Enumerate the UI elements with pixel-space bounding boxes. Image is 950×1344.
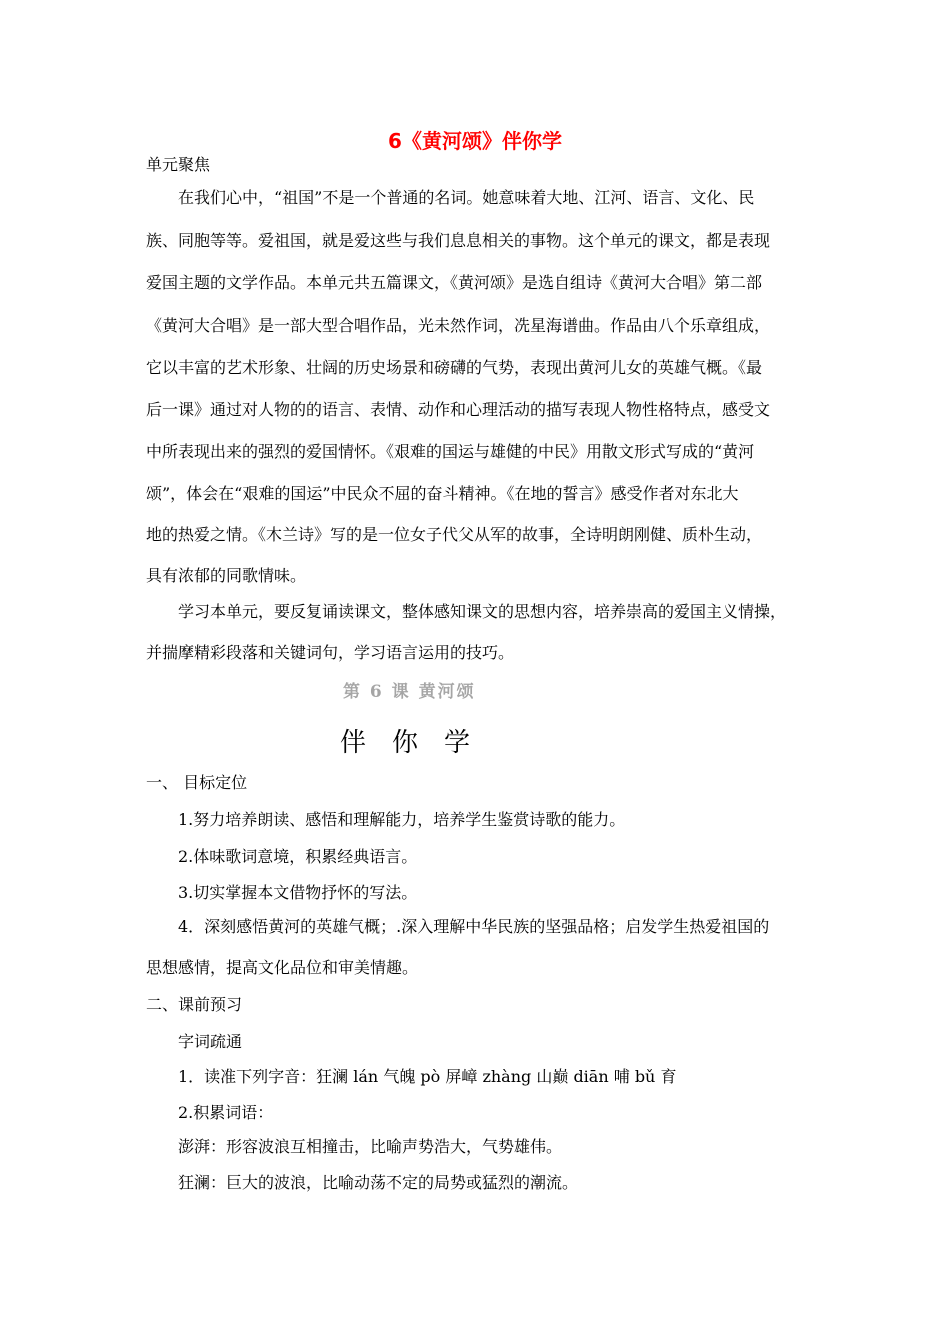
paragraph-line: 在我们心中，“祖国”不是一个普通的名词。她意味着大地、江河、语言、文化、民 xyxy=(178,188,755,207)
section-label: 二、课前预习 xyxy=(146,995,243,1014)
paragraph-line: 并揣摩精彩段落和关键词句，学习语言运用的技巧。 xyxy=(146,643,515,662)
section-label: 一、 目标定位 xyxy=(146,773,248,792)
subsection-label: 字词疏通 xyxy=(178,1032,243,1051)
section-heading: 伴你学 xyxy=(339,728,496,758)
paragraph-line: 爱国主题的文学作品。本单元共五篇课文，《黄河颂》是选自组诗《黄河大合唱》第二部 xyxy=(146,273,763,292)
paragraph-line: 中所表现出来的强烈的爱国情怀。《艰难的国运与雄健的中民》用散文形式写成的“黄河 xyxy=(146,442,755,461)
paragraph-line: 族、同胞等等。爱祖国，就是爱这些与我们息息相关的事物。这个单元的课文，都是表现 xyxy=(146,231,771,250)
list-item: 4．深刻感悟黄河的英雄气概；.深入理解中华民族的坚强品格；启发学生热爱祖国的 xyxy=(178,917,770,936)
list-item: 2.积累词语： xyxy=(178,1103,274,1122)
vocab-item: 澎湃：形容波浪互相撞击，比喻声势浩大，气势雄伟。 xyxy=(178,1137,563,1156)
list-item: 2.体味歌词意境，积累经典语言。 xyxy=(178,847,418,866)
paragraph-line: 《黄河大合唱》是一部大型合唱作品，光未然作词，冼星海谱曲。作品由八个乐章组成， xyxy=(146,316,771,335)
list-item-continuation: 思想感情，提高文化品位和审美情趣。 xyxy=(146,958,419,977)
vocab-item: 狂澜：巨大的波浪，比喻动荡不定的局势或猛烈的潮流。 xyxy=(178,1173,579,1192)
paragraph-line: 地的热爱之情。《木兰诗》写的是一位女子代父从军的故事，全诗明朗刚健、质朴生动， xyxy=(146,525,763,544)
paragraph-line: 颂”，体会在“艰难的国运”中民众不屈的奋斗精神。《在地的誓言》感受作者对东北大 xyxy=(146,484,739,503)
list-item: 3.切实掌握本文借物抒怀的写法。 xyxy=(178,883,418,902)
document-title: 6《黄河颂》伴你学 xyxy=(388,129,562,153)
paragraph-line: 学习本单元，要反复诵读课文，整体感知课文的思想内容，培养崇高的爱国主义情操， xyxy=(178,602,787,621)
paragraph-line: 它以丰富的艺术形象、壮阔的历史场景和磅礴的气势，表现出黄河儿女的英雄气概。《最 xyxy=(146,358,763,377)
list-item: 1.努力培养朗读、感悟和理解能力，培养学生鉴赏诗歌的能力。 xyxy=(178,810,626,829)
paragraph-line: 后一课》通过对人物的的语言、表情、动作和心理活动的描写表现人物性格特点，感受文 xyxy=(146,400,771,419)
list-item: 1．读准下列字音：狂澜 lán 气魄 pò 屏嶂 zhàng 山巅 diān 哺 bǔ 育 xyxy=(178,1067,677,1086)
lesson-stamp: 第 6 课 黄河颂 xyxy=(343,682,476,702)
unit-focus-label: 单元聚焦 xyxy=(146,155,211,174)
paragraph-line: 具有浓郁的同歌情味。 xyxy=(146,566,307,585)
